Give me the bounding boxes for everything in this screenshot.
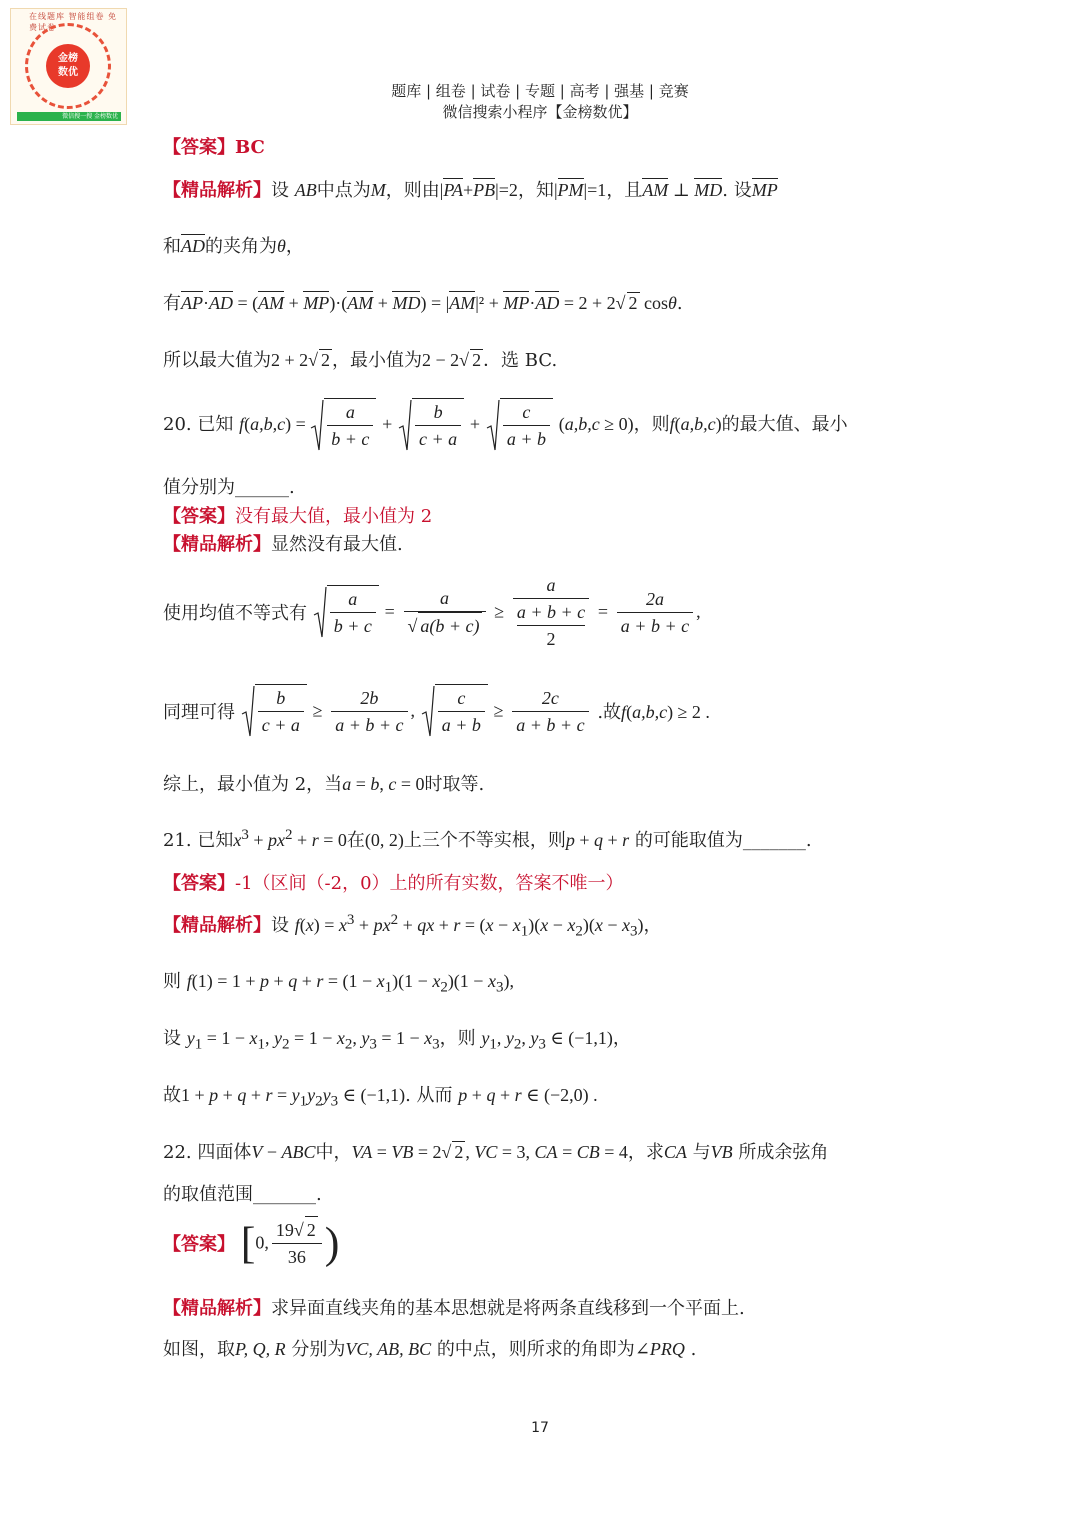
- logo-arc-text: 在线题库 智能组卷 免费试卷: [29, 12, 118, 32]
- text: ．选 BC.: [483, 350, 558, 371]
- q20-analysis-line1: [163, 530, 403, 556]
- q19-analysis-line1: 【精品解析】设 AB中点为M，则由|PA+PB|=2，知|PM|=1，且AM ⊥ MD. 设MP: [163, 180, 778, 201]
- text: 和: [163, 236, 181, 257]
- q21-question-line: 21. 已知$x^3 + px^2 + r = 0$在(0, 2)上三个不等实根，则p + q + r 的可能取值为_______.: [163, 827, 812, 851]
- text: 有: [163, 293, 181, 314]
- q19-answer: BC: [235, 137, 265, 158]
- analysis-label: 【精品解析】: [163, 534, 271, 555]
- text: 已知: [197, 414, 234, 435]
- text: 时取等.: [424, 774, 485, 795]
- text: 显然没有最大值.: [271, 534, 403, 555]
- text: 设: [271, 180, 295, 201]
- text: ，知: [517, 180, 554, 201]
- answer-label: 【答案】: [163, 137, 235, 158]
- q21-answer-line: [163, 869, 624, 895]
- question-number: 21.: [163, 830, 192, 851]
- text: 设: [271, 915, 289, 936]
- q21-analysis-line3: 设 $y_1 = 1 - x_1$, $y_2 = 1 - x_2$, $y_3 = 1 - x_3$，则 $y_1$, $y_2$, $y_3$ ∈ (−1,1)，: [163, 1028, 631, 1053]
- q19-analysis-line4: 所以最大值为2 + 2√ 2 ，最小值为2 − 2√ 2 ．选 BC.: [163, 350, 558, 371]
- q20-inequality-line: 使用均值不等式有 $\frac{a}{b + c}$ = $\frac{a}{√ a(b + c)}$ ≥ a a + b + c 2 = $\frac{2a}{a + b + c}$ ,: [163, 572, 701, 652]
- logo-bar: 微信搜一搜 金榜数优: [17, 112, 121, 121]
- q22-analysis-line1: [163, 1294, 745, 1320]
- text: 中，: [315, 1142, 352, 1163]
- text: 使用均值不等式有: [163, 603, 307, 624]
- text: .: [690, 1339, 697, 1360]
- text: 与: [692, 1142, 711, 1163]
- q20-answer: 没有最大值，最小值为 2: [235, 506, 433, 527]
- text: ，则由: [385, 180, 440, 201]
- text: 设: [163, 1028, 181, 1049]
- answer-label: 【答案】: [163, 873, 235, 894]
- header-wechat-line: 微信搜索小程序【金榜数优】: [442, 103, 638, 121]
- text: ，且: [606, 180, 643, 201]
- analysis-label: 【精品解析】: [163, 915, 271, 936]
- header-nav-line: 题库 | 组卷 | 试卷 | 专题 | 高考 | 强基 | 竞赛: [391, 82, 689, 100]
- q21-analysis-line4: 故$1 + p + q + r = y_1y_2y_3$ ∈ (−1,1). 从而 p + q + r ∈ (−2,0) .: [163, 1085, 598, 1110]
- text: 如图，取: [163, 1339, 235, 1360]
- text: ，最小值为: [332, 350, 423, 371]
- q19-answer-line: [163, 133, 265, 159]
- text: ，求: [627, 1142, 664, 1163]
- answer-label: 【答案】: [163, 506, 235, 527]
- q21-analysis-line1: 【精品解析】设 $f(x) = x^3 + px^2$ + qx + $r = (x - x_1)(x - x_2)(x - x_3)$，: [163, 912, 662, 940]
- text: ，则: [633, 414, 670, 435]
- question-number: 22.: [163, 1142, 192, 1163]
- q22-answer-line: 【答案】 [0, $\frac{19√ 2}{36}$ ): [163, 1216, 339, 1270]
- text: 所以最大值为: [163, 350, 271, 371]
- text: 的可能取值为_______.: [634, 830, 812, 851]
- q20-conclusion-line: 综上，最小值为 2，当a = b, c = 0时取等.: [163, 774, 485, 795]
- page-number: 17: [531, 1420, 549, 1436]
- text: 综上，最小值为 2，当: [163, 774, 343, 795]
- text: 故: [163, 1085, 181, 1106]
- q19-analysis-line2: 和AD的夹角为θ，: [163, 236, 304, 257]
- text: 同理可得: [163, 702, 235, 723]
- text: 在: [346, 830, 365, 851]
- text: 分别为: [291, 1339, 346, 1360]
- text: . 设: [722, 180, 752, 201]
- q20-question-line1: 20. 已知 f(a,b,c) = $\frac{a}{b + c}$ + $\frac{b}{c + a}$ + $\frac{c}{a + b}$ (a,b,c ≥ 0)，则f(a,b,c)的最大值、最小: [163, 398, 848, 452]
- q22-question-line2: 的取值范围_______.: [163, 1184, 322, 1205]
- logo-core: 金榜 数优: [46, 44, 90, 88]
- text: 的最大值、最小: [721, 414, 848, 435]
- text: .故: [597, 702, 622, 723]
- q22-answer-numerator: 19: [275, 1220, 294, 1240]
- text: 上三个不等实根，则: [403, 830, 566, 851]
- answer-label: 【答案】: [163, 1234, 235, 1255]
- text: 四面体: [197, 1142, 252, 1163]
- q22-answer-lower: 0,: [255, 1232, 269, 1253]
- q22-analysis-line2: 如图，取P, Q, R 分别为VC, AB, BC 的中点，则所求的角即为∠PRQ .: [163, 1339, 697, 1360]
- q20-question-line2: 值分别为______.: [163, 477, 295, 498]
- q22-answer-denominator: 36: [287, 1247, 306, 1267]
- q22-question-line1: 22. 四面体V − ABC中，VA = VB = 2√ 2 , VC = 3, CA = CB = 4，求CA 与VB 所成余弦角: [163, 1142, 829, 1163]
- text: 中点为: [316, 180, 371, 201]
- text: 则: [163, 971, 181, 992]
- text: ，则: [439, 1028, 476, 1049]
- text: . 从而: [405, 1085, 453, 1106]
- q20-similar-line: 同理可得 $\frac{b}{c + a}$ ≥ $\frac{2b}{a + b + c}$ , $\frac{c}{a + b}$ ≥ $\frac{2c}{a + b + c}$ .故f(a,b,c) ≥ 2 .: [163, 684, 710, 738]
- text: 的夹角为: [205, 236, 277, 257]
- text: 求异面直线夹角的基本思想就是将两条直线移到一个平面上.: [271, 1298, 745, 1319]
- analysis-label: 【精品解析】: [163, 1298, 271, 1319]
- analysis-label: 【精品解析】: [163, 180, 271, 201]
- text: 的中点，则所求的角即为: [436, 1339, 635, 1360]
- text: 已知: [197, 830, 234, 851]
- q21-answer: -1（区间（-2，0）上的所有实数，答案不唯一）: [235, 873, 624, 894]
- question-number: 20.: [163, 414, 192, 435]
- q19-analysis-line3: 有AP·AD = (AM + MP)·(AM + MD) = |AM|² + MP·AD = 2 + 2√ 2 cosθ.: [163, 293, 683, 314]
- text: 所成余弦角: [738, 1142, 829, 1163]
- q20-answer-line: [163, 502, 432, 528]
- q21-analysis-line2: 则 $f(1) = 1 + p + q + r = (1 - x_1)(1 - x_2)(1 - x_3)$,: [163, 971, 514, 996]
